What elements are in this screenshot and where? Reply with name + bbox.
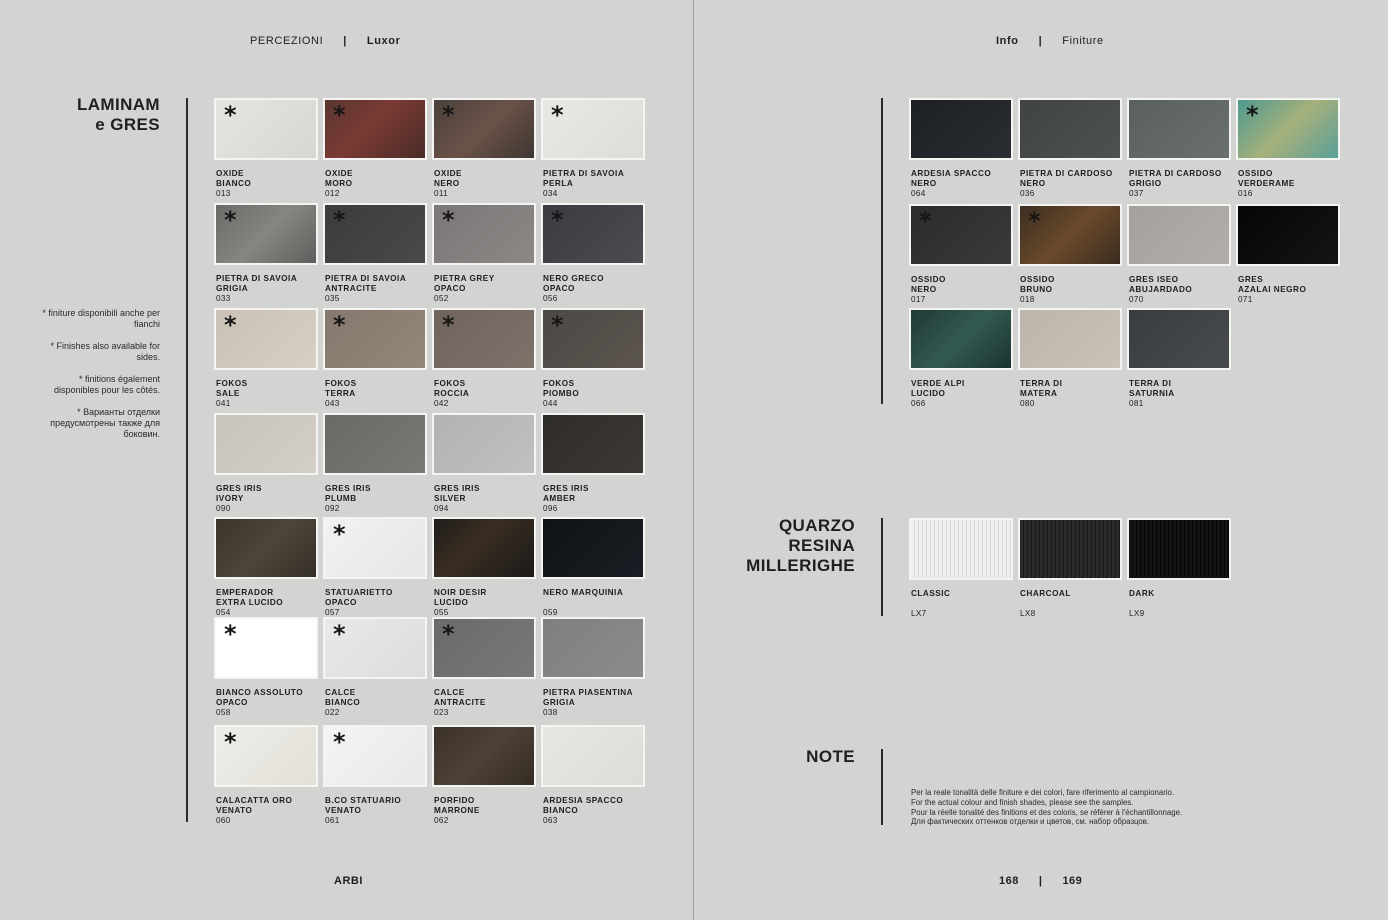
note-fr: * finitions également disponibles pour les côtés. — [53, 374, 160, 395]
quarzo-swatch — [1018, 518, 1122, 618]
stone-swatch — [909, 308, 1013, 408]
swatch-code: 094 — [434, 503, 449, 513]
swatch-name: OXIDE — [434, 169, 462, 178]
laminam-swatch — [541, 617, 645, 717]
swatch-sample — [1018, 98, 1122, 160]
laminam-vertical-rule — [186, 98, 188, 822]
laminam-swatch — [541, 413, 645, 513]
stone-swatch — [1018, 98, 1122, 198]
stone-swatch — [1127, 98, 1231, 198]
swatch-code: LX8 — [1020, 608, 1036, 618]
swatch-name-line2: VERDERAME — [1238, 178, 1295, 188]
swatch-code: 018 — [1020, 294, 1035, 304]
swatch-sample — [541, 413, 645, 475]
swatch-sample — [323, 98, 427, 160]
swatch-code: 022 — [325, 707, 340, 717]
disclaimer-ru: Для фактических оттенков отделки и цветов, см. набор образцов. — [911, 817, 1150, 827]
swatch-code: 017 — [911, 294, 926, 304]
swatch-name: VERDE ALPI — [911, 379, 965, 388]
swatch-name: PIETRA DI SAVOIA — [216, 274, 298, 283]
laminam-swatch — [214, 203, 318, 303]
swatch-sample — [432, 203, 536, 265]
swatch-name-line2: ANTRACITE — [325, 283, 377, 293]
laminam-swatch — [323, 617, 427, 717]
swatch-name-line2: PLUMB — [325, 493, 357, 503]
swatch-name-line2: OPACO — [325, 597, 357, 607]
swatch-name-line2: MATERA — [1020, 388, 1058, 398]
swatch-name: CLASSIC — [911, 589, 951, 598]
swatch-name-line2: MARRONE — [434, 805, 480, 815]
swatch-sample — [323, 617, 427, 679]
swatch-name: PIETRA DI SAVOIA — [543, 169, 625, 178]
swatch-name: GRES IRIS — [325, 484, 371, 493]
quarzo-vertical-rule — [881, 518, 883, 616]
swatch-code: 038 — [543, 707, 558, 717]
asterisk-icon: * — [442, 206, 455, 234]
asterisk-icon: * — [442, 620, 455, 648]
page-separator: | — [1038, 875, 1043, 887]
swatch-sample — [432, 725, 536, 787]
swatch-sample — [1018, 204, 1122, 266]
laminam-swatch — [214, 98, 318, 198]
swatch-sample — [1018, 518, 1122, 580]
swatch-code: 041 — [216, 398, 231, 408]
swatch-code: 052 — [434, 293, 449, 303]
disclaimer-fr: Pour la réelle tonalité des finitions et des coloris, se référer à l'échantillonnage. — [911, 807, 1183, 817]
stone-swatch — [1127, 204, 1231, 304]
swatch-sample — [909, 308, 1013, 370]
header-finishes: Finiture — [1062, 35, 1104, 47]
swatch-name: PIETRA DI SAVOIA — [325, 274, 407, 283]
laminam-swatch — [214, 517, 318, 617]
swatch-code: 057 — [325, 607, 340, 617]
header-section: PERCEZIONI — [250, 35, 324, 47]
stone-swatch — [1236, 204, 1340, 304]
swatch-code: 012 — [325, 188, 340, 198]
swatch-code: 059 — [543, 607, 558, 617]
swatch-name-line2: PERLA — [543, 178, 574, 188]
note-ru: * Варианты отделки предусмотрены также для боковин. — [50, 407, 160, 439]
swatch-sample — [214, 98, 318, 160]
swatch-code: 090 — [216, 503, 231, 513]
swatch-sample — [323, 413, 427, 475]
swatch-code: 016 — [1238, 188, 1253, 198]
swatch-name-line2: OPACO — [434, 283, 466, 293]
swatch-name-line2: GRIGIO — [1129, 178, 1162, 188]
stone-swatch — [909, 204, 1013, 304]
swatch-code: 055 — [434, 607, 449, 617]
swatch-name-line2: NERO — [1020, 178, 1046, 188]
header-right — [996, 35, 1104, 47]
swatch-name: CALCE — [434, 688, 465, 697]
swatch-code: 013 — [216, 188, 231, 198]
swatch-name: OSSIDO — [1020, 275, 1055, 284]
swatch-sample — [432, 308, 536, 370]
laminam-title: LAMINAM e GRES — [76, 95, 160, 134]
swatch-name-line2: SALE — [216, 388, 240, 398]
page-number-right: 169 — [1062, 875, 1083, 887]
laminam-swatch — [323, 98, 427, 198]
laminam-swatch — [541, 308, 645, 408]
header-left — [250, 35, 400, 47]
asterisk-icon: * — [224, 728, 237, 756]
asterisk-icon: * — [224, 311, 237, 339]
swatch-sample — [1127, 204, 1231, 266]
swatch-code: 011 — [434, 188, 448, 198]
stone-swatch — [909, 98, 1013, 198]
swatch-name: B.CO STATUARIO — [325, 796, 402, 805]
laminam-swatch — [323, 413, 427, 513]
swatch-code: 092 — [325, 503, 340, 513]
swatch-name-line2: SATURNIA — [1129, 388, 1175, 398]
footer-brand: ARBI — [334, 875, 363, 887]
disclaimer-it: Per la reale tonalità delle finiture e dei colori, fare riferimento al campionario. — [911, 788, 1175, 797]
swatch-sample — [214, 725, 318, 787]
note-vertical-rule — [881, 749, 883, 825]
disclaimer-text — [911, 788, 1182, 827]
swatch-name: TERRA DI — [1020, 379, 1063, 388]
swatch-code: 061 — [325, 815, 340, 825]
laminam-swatch — [323, 517, 427, 617]
swatch-sample — [1127, 518, 1231, 580]
swatch-sample — [1018, 308, 1122, 370]
right-vertical-rule — [881, 98, 883, 404]
swatch-code: LX7 — [911, 608, 927, 618]
swatch-name-line2 — [541, 598, 645, 608]
swatch-name-line2 — [1127, 599, 1231, 609]
swatch-name-line2: GRIGIA — [543, 697, 576, 707]
swatch-name-line2: PIOMBO — [543, 388, 580, 398]
swatch-name-line2: SILVER — [434, 493, 466, 503]
swatch-name: FOKOS — [325, 379, 357, 388]
swatch-name: ARDESIA SPACCO — [543, 796, 624, 805]
laminam-swatch — [432, 203, 536, 303]
asterisk-icon: * — [224, 101, 237, 129]
swatch-code: 060 — [216, 815, 231, 825]
swatch-sample — [1127, 308, 1231, 370]
asterisk-icon: * — [333, 101, 346, 129]
swatch-sample — [214, 617, 318, 679]
swatch-name: OSSIDO — [911, 275, 946, 284]
laminam-swatch — [214, 308, 318, 408]
swatch-name: CHARCOAL — [1020, 589, 1071, 598]
asterisk-icon: * — [333, 206, 346, 234]
disclaimer-en: For the actual colour and finish shades, please see the samples. — [911, 797, 1134, 807]
swatch-sample — [541, 617, 645, 679]
swatch-code: 033 — [216, 293, 231, 303]
swatch-name-line2: BRUNO — [1020, 284, 1053, 294]
swatch-sample — [541, 517, 645, 579]
swatch-sample — [214, 413, 318, 475]
footer-pages — [999, 875, 1082, 887]
swatch-code: 080 — [1020, 398, 1035, 408]
swatch-sample — [541, 308, 645, 370]
swatch-name-line2: TERRA — [325, 388, 356, 398]
laminam-swatch — [214, 725, 318, 825]
swatch-name: PORFIDO — [434, 796, 475, 805]
swatch-name: ARDESIA SPACCO — [911, 169, 992, 178]
asterisk-icon: * — [333, 311, 346, 339]
asterisk-icon: * — [551, 101, 564, 129]
swatch-name: BIANCO ASSOLUTO — [216, 688, 304, 697]
laminam-swatch — [432, 308, 536, 408]
swatch-code: 056 — [543, 293, 558, 303]
swatch-code: 058 — [216, 707, 231, 717]
swatch-code: 064 — [911, 188, 926, 198]
header-separator: | — [1038, 35, 1043, 47]
swatch-name: CALCE — [325, 688, 356, 697]
header-product: Luxor — [366, 35, 401, 47]
swatch-name: NERO GRECO — [543, 274, 604, 283]
swatch-code: 054 — [216, 607, 231, 617]
asterisk-icon: * — [333, 728, 346, 756]
swatch-name: GRES — [1238, 275, 1264, 284]
quarzo-title: QUARZO RESINA MILLERIGHE — [746, 516, 855, 575]
swatch-name-line2: NERO — [911, 284, 937, 294]
swatch-name-line2: VENATO — [325, 805, 362, 815]
swatch-code: 023 — [434, 707, 449, 717]
swatch-code: 071 — [1238, 294, 1253, 304]
asterisk-icon: * — [224, 206, 237, 234]
swatch-name: FOKOS — [216, 379, 248, 388]
laminam-swatch — [323, 725, 427, 825]
swatch-sample — [1236, 204, 1340, 266]
swatch-name: TERRA DI — [1129, 379, 1172, 388]
swatch-code: 036 — [1020, 188, 1035, 198]
swatch-name: NERO MARQUINIA — [543, 588, 624, 597]
swatch-name: STATUARIETTO — [325, 588, 393, 597]
swatch-sample — [432, 617, 536, 679]
laminam-swatch — [323, 203, 427, 303]
quarzo-swatch — [909, 518, 1013, 618]
asterisk-icon: * — [1028, 207, 1041, 235]
laminam-swatch — [541, 98, 645, 198]
swatch-sample — [432, 517, 536, 579]
swatch-name-line2: BIANCO — [216, 178, 252, 188]
swatch-sample — [432, 413, 536, 475]
note-it: * finiture disponibili anche per fianchi — [42, 308, 160, 329]
laminam-swatch — [432, 98, 536, 198]
stone-swatch — [1236, 98, 1340, 198]
swatch-name-line2: AZALAI NEGRO — [1238, 284, 1307, 294]
swatch-name-line2: VENATO — [216, 805, 253, 815]
laminam-swatch — [432, 517, 536, 617]
swatch-code: 096 — [543, 503, 558, 513]
swatch-code: 062 — [434, 815, 449, 825]
swatch-name-line2: EXTRA LUCIDO — [216, 597, 284, 607]
swatch-name: OXIDE — [325, 169, 353, 178]
stone-swatch — [1018, 308, 1122, 408]
swatch-code: 044 — [543, 398, 558, 408]
swatch-name: GRES ISEO — [1129, 275, 1179, 284]
asterisk-icon: * — [1246, 101, 1259, 129]
finish-notes — [40, 308, 160, 451]
swatch-sample — [214, 517, 318, 579]
swatch-code: 034 — [543, 188, 558, 198]
swatch-name-line2: AMBER — [543, 493, 576, 503]
swatch-name: DARK — [1129, 589, 1155, 598]
swatch-name-line2: ANTRACITE — [434, 697, 486, 707]
swatch-code: 035 — [325, 293, 340, 303]
swatch-name: OXIDE — [216, 169, 244, 178]
swatch-name-line2: GRIGIA — [216, 283, 249, 293]
swatch-name-line2: MORO — [325, 178, 353, 188]
swatch-code: 066 — [911, 398, 926, 408]
stone-swatch — [1127, 308, 1231, 408]
swatch-name: CALACATTA ORO — [216, 796, 293, 805]
asterisk-icon: * — [551, 311, 564, 339]
swatch-sample — [541, 203, 645, 265]
swatch-sample — [214, 203, 318, 265]
swatch-code: 070 — [1129, 294, 1144, 304]
swatch-sample — [541, 725, 645, 787]
swatch-name-line2: IVORY — [216, 493, 244, 503]
note-title: NOTE — [806, 747, 855, 766]
swatch-code: 063 — [543, 815, 558, 825]
swatch-name: PIETRA DI CARDOSO — [1020, 169, 1113, 178]
swatch-name: OSSIDO — [1238, 169, 1273, 178]
asterisk-icon: * — [919, 207, 932, 235]
laminam-swatch — [432, 617, 536, 717]
swatch-code: 037 — [1129, 188, 1144, 198]
stone-swatch — [1018, 204, 1122, 304]
swatch-name: GRES IRIS — [216, 484, 262, 493]
swatch-sample — [323, 725, 427, 787]
swatch-sample — [323, 203, 427, 265]
swatch-sample — [432, 98, 536, 160]
swatch-name-line2: BIANCO — [543, 805, 579, 815]
swatch-name: FOKOS — [434, 379, 466, 388]
laminam-swatch — [214, 617, 318, 717]
swatch-name-line2: BIANCO — [325, 697, 361, 707]
swatch-sample — [214, 308, 318, 370]
swatch-name: FOKOS — [543, 379, 575, 388]
laminam-swatch — [432, 725, 536, 825]
asterisk-icon: * — [442, 101, 455, 129]
swatch-name: EMPERADOR — [216, 588, 274, 597]
swatch-name: GRES IRIS — [434, 484, 480, 493]
swatch-sample — [909, 204, 1013, 266]
swatch-name-line2: ROCCIA — [434, 388, 470, 398]
swatch-sample — [909, 518, 1013, 580]
asterisk-icon: * — [224, 620, 237, 648]
swatch-code: 043 — [325, 398, 340, 408]
swatch-name: PIETRA PIASENTINA — [543, 688, 634, 697]
quarzo-swatch — [1127, 518, 1231, 618]
asterisk-icon: * — [442, 311, 455, 339]
header-info: Info — [996, 35, 1019, 47]
asterisk-icon: * — [333, 620, 346, 648]
swatch-sample — [323, 517, 427, 579]
swatch-code: 081 — [1129, 398, 1144, 408]
swatch-name: PIETRA DI CARDOSO — [1129, 169, 1222, 178]
header-separator: | — [343, 35, 347, 47]
swatch-name-line2: NERO — [911, 178, 937, 188]
swatch-code: LX9 — [1129, 608, 1145, 618]
swatch-sample — [1236, 98, 1340, 160]
laminam-swatch — [541, 517, 645, 617]
swatch-name-line2: LUCIDO — [911, 388, 946, 398]
swatch-sample — [1127, 98, 1231, 160]
swatch-code: 042 — [434, 398, 449, 408]
swatch-name-line2: OPACO — [543, 283, 575, 293]
asterisk-icon: * — [551, 206, 564, 234]
swatch-name-line2: OPACO — [216, 697, 248, 707]
laminam-swatch — [323, 308, 427, 408]
laminam-swatch — [541, 725, 645, 825]
swatch-name: PIETRA GREY — [434, 274, 495, 283]
laminam-swatch — [432, 413, 536, 513]
swatch-name-line2: LUCIDO — [434, 597, 469, 607]
page-number-left: 168 — [999, 875, 1019, 887]
spread-divider — [693, 0, 694, 920]
asterisk-icon: * — [333, 520, 346, 548]
laminam-swatch — [214, 413, 318, 513]
swatch-name-line2 — [909, 599, 1013, 609]
swatch-name-line2: ABUJARDADO — [1129, 284, 1193, 294]
note-en: * Finishes also available for sides. — [50, 341, 160, 362]
swatch-name-line2 — [1018, 599, 1122, 609]
swatch-name-line2: NERO — [434, 178, 460, 188]
laminam-swatch — [541, 203, 645, 303]
swatch-sample — [323, 308, 427, 370]
swatch-sample — [909, 98, 1013, 160]
swatch-name: NOIR DESIR — [434, 588, 487, 597]
swatch-name: GRES IRIS — [543, 484, 589, 493]
swatch-sample — [541, 98, 645, 160]
